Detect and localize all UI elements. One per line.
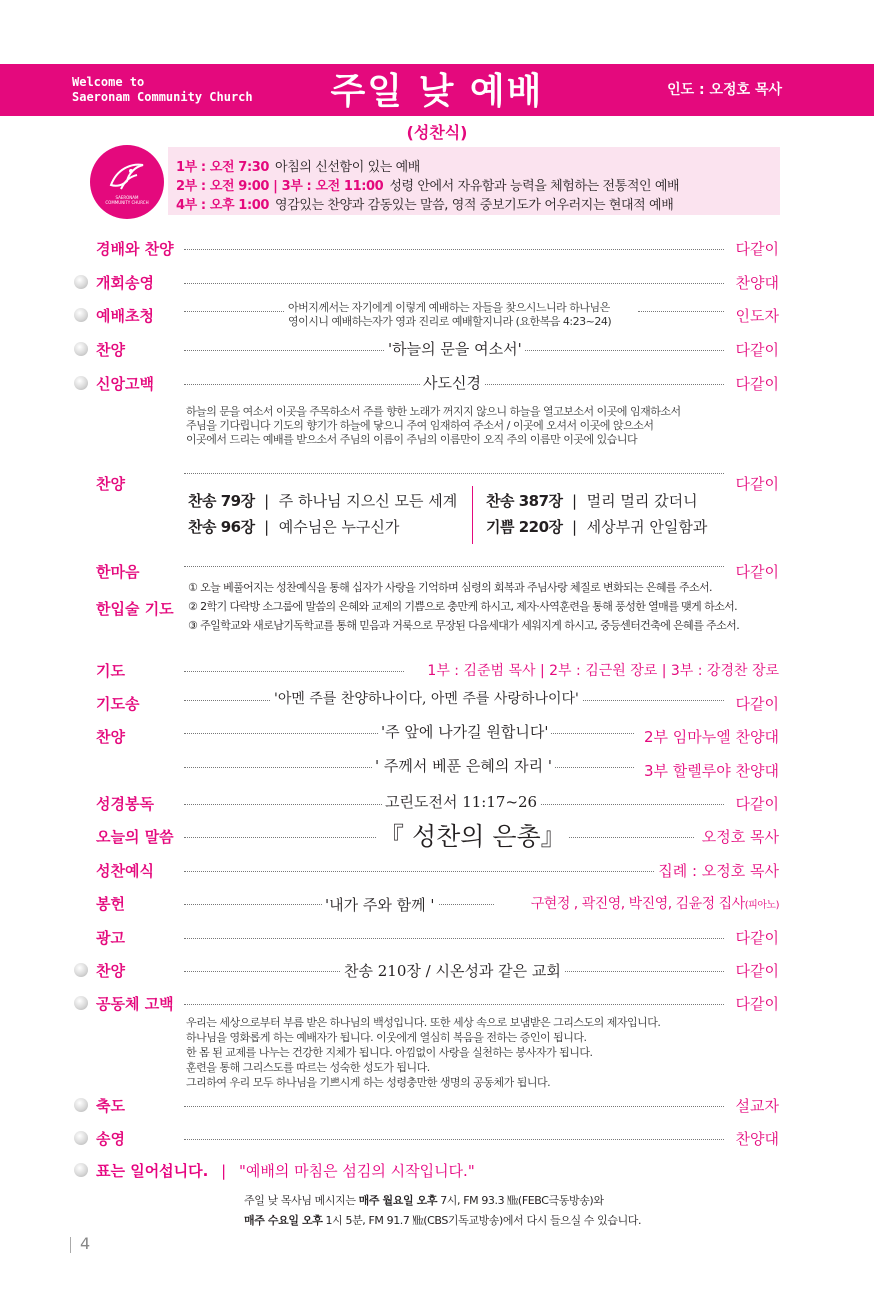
item-right-worship: 다같이 <box>735 240 779 258</box>
item-label-community-confession: 공동체 고백 <box>96 995 174 1013</box>
item-label-closing-song: 송영 <box>96 1130 125 1148</box>
footer-quote-text: "예배의 마침은 섬김의 시작입니다." <box>238 1162 475 1180</box>
item-right-benediction: 설교자 <box>735 1097 779 1115</box>
standing-bullet-icon <box>74 1098 88 1112</box>
footer-note <box>96 1160 475 1181</box>
schedule-line <box>176 156 420 175</box>
dotted-leader <box>184 1004 724 1005</box>
dotted-leader <box>184 249 724 250</box>
item-right-praise: 다같이 <box>735 341 779 359</box>
item-right-scripture: 다같이 <box>735 795 779 813</box>
dotted-leader <box>184 938 724 939</box>
welcome-line-2: Saeronam Community Church <box>72 90 253 104</box>
item-right-closing-song: 찬양대 <box>735 1130 779 1148</box>
standing-bullet-icon <box>74 376 88 390</box>
item-right-invitation: 인도자 <box>735 307 779 325</box>
offering-performers: 구현정 , 곽진영, 박진영, 김윤정 집사 <box>530 896 745 912</box>
creed-lyrics-1: 하늘의 문을 여소서 이곳을 주목하소서 주를 향한 노래가 꺼지지 않으니 하늘을 열고보소서 이곳에 임재하소서 <box>186 405 681 418</box>
sermon-title: 『 성찬의 은총』 <box>376 817 569 853</box>
broadcast-time: 매주 수요일 오후 <box>244 1214 323 1227</box>
item-label-worship: 경배와 찬양 <box>96 240 174 258</box>
item-label-sermon: 오늘의 말씀 <box>96 828 174 846</box>
broadcast-text: 주일 낮 목사님 메시지는 <box>244 1194 359 1207</box>
broadcast-text: 1시 5분, FM 91.7 ㎒(CBS기독교방송)에서 다시 들으실 수 있습니다. <box>322 1214 642 1227</box>
invitation-verse-1: 아버지께서는 자기에게 이렇게 예배하는 자들을 찾으시느니라 하나님은 <box>288 301 610 314</box>
dove-icon <box>107 159 147 193</box>
dotted-leader <box>184 671 404 672</box>
church-logo <box>90 145 164 219</box>
praise-2-song-title: 찬송 210장 / 시온성과 같은 교회 <box>341 960 564 981</box>
confession-line-1: 우리는 세상으로부터 부름 받은 하나님의 백성입니다. 또한 세상 속으로 보냄받은 그리스도의 제자입니다. <box>186 1016 661 1029</box>
standing-bullet-icon <box>74 1163 88 1177</box>
item-right-prayer: 1부 : 김준범 목사 | 2부 : 김근원 장로 | 3부 : 강경찬 장로 <box>427 663 779 679</box>
hymn-entry: 찬송 96장 | 예수님은 누구신가 <box>188 518 400 536</box>
item-right-announcements: 다같이 <box>735 929 779 947</box>
schedule-time: 4부 : 오후 1:00 <box>176 198 270 213</box>
scripture-reference: 고린도전서 11:17~26 <box>382 791 540 812</box>
item-label-prayer-song: 기도송 <box>96 695 140 713</box>
item-label-invitation: 예배초청 <box>96 307 154 325</box>
creed-lyrics-3: 이곳에서 드리는 예배를 받으소서 주님의 이름이 주님의 이름만이 오직 주의 이름만 이곳에 있습니다 <box>186 433 638 446</box>
item-right-one-heart: 다같이 <box>735 563 779 581</box>
item-right-communion: 집례 : 오정호 목사 <box>658 862 779 880</box>
schedule-line <box>176 175 679 194</box>
item-label-benediction: 축도 <box>96 1097 125 1115</box>
item-right-opening-song: 찬양대 <box>735 274 779 292</box>
item-right-prayer-song: 다같이 <box>735 695 779 713</box>
choir-song-title: ' 주께서 베푼 은혜의 자리 ' <box>372 755 555 776</box>
prayer-song-title: '아멘 주를 찬양하나이다, 아멘 주를 사랑하나이다' <box>271 688 582 708</box>
offering-instrument: (피아노) <box>744 900 779 911</box>
confession-line-5: 그리하여 우리 모두 하나님을 기쁘시게 하는 성령충만한 생명의 공동체가 됩니다. <box>186 1076 551 1089</box>
prayer-point-3: ③ 주일학교와 새로남기독학교를 통해 믿음과 거룩으로 무장된 다음세대가 세워지게 하시고, 중등센터건축에 은혜를 주소서. <box>188 619 740 632</box>
hymn-divider <box>472 486 473 544</box>
schedule-line <box>176 194 673 213</box>
standing-bullet-icon <box>74 275 88 289</box>
standing-bullet-icon <box>74 1131 88 1145</box>
item-label-creed: 신앙고백 <box>96 375 154 393</box>
schedule-desc: 영감있는 찬양과 감동있는 말씀, 영적 중보기도가 어우러지는 현대적 예배 <box>275 198 674 213</box>
item-label-opening-song: 개회송영 <box>96 274 154 292</box>
broadcast-info-2 <box>244 1212 641 1228</box>
hymn-entry: 기쁨 220장 | 세상부귀 안일함과 <box>486 518 708 536</box>
dotted-leader <box>184 566 724 567</box>
standing-bullet-icon <box>74 308 88 322</box>
service-subtitle: (성찬식) <box>406 123 468 142</box>
confession-line-4: 훈련을 통해 그리스도를 따르는 성숙한 성도가 됩니다. <box>186 1061 430 1074</box>
page-title: 주일 낮 예배 <box>330 70 544 112</box>
dotted-leader <box>638 311 724 312</box>
dotted-leader <box>184 473 724 474</box>
logo-text-line-1: SAERONAM <box>115 195 139 200</box>
prayer-point-1: ① 오늘 베풀어지는 성찬예식을 통해 십자가 사랑을 기억하며 심령의 회복과 주님사랑 체질로 변화되는 은혜를 주소서. <box>188 581 712 594</box>
hymn-title: 예수님은 누구신가 <box>278 518 400 536</box>
broadcast-time: 매주 월요일 오후 <box>358 1194 438 1207</box>
item-right-hymns: 다같이 <box>735 475 779 493</box>
welcome-line-1: Welcome to <box>72 75 145 89</box>
broadcast-text: 7시, FM 93.3 ㎒(FEBC극동방송)와 <box>437 1194 604 1207</box>
standing-note: 표는 일어섭니다. <box>96 1162 209 1180</box>
hymn-number: 찬송 387장 <box>486 492 563 510</box>
item-label-offering: 봉헌 <box>96 895 125 913</box>
schedule-time: 2부 : 오전 9:00 | 3부 : 오전 11:00 <box>176 179 384 194</box>
confession-line-3: 한 몸 된 교제를 나누는 건강한 지체가 됩니다. 아낌없이 사랑을 실천하는 봉사자가 됩니다. <box>186 1046 593 1059</box>
dotted-leader <box>184 871 654 872</box>
hymn-number: 기쁨 220장 <box>486 518 563 536</box>
service-leader: 인도 : 오정호 목사 <box>667 82 782 98</box>
item-right-choir-2: 3부 할렐루야 찬양대 <box>643 762 779 780</box>
invitation-verse-2: 영이시니 예배하는자가 영과 진리로 예배할지니라 (요한복음 4:23~24) <box>288 315 612 328</box>
confession-line-2: 하나님을 영화롭게 하는 예배자가 됩니다. 이웃에게 열심히 복음을 전하는 증인이 됩니다. <box>186 1031 587 1044</box>
logo-text <box>105 195 148 205</box>
dotted-leader <box>184 1139 724 1140</box>
hymn-title: 세상부귀 안일함과 <box>586 518 708 536</box>
page-number-bar <box>70 1237 71 1253</box>
item-label-choir: 찬양 <box>96 728 125 746</box>
item-label-praise-2: 찬양 <box>96 962 125 980</box>
dotted-leader <box>184 311 284 312</box>
schedule-time: 1부 : 오전 7:30 <box>176 160 270 175</box>
prayer-point-2: ② 2학기 다락방 소그룹에 말씀의 은혜와 교제의 기쁨으로 충만케 하시고, 제자·사역훈련을 통해 풍성한 열매를 맺게 하소서. <box>188 600 738 613</box>
broadcast-info-1 <box>244 1192 604 1208</box>
hymn-title: 주 하나님 지으신 모든 세계 <box>278 492 458 510</box>
item-label-one-heart: 한마음 <box>96 563 140 581</box>
item-label-scripture: 성경봉독 <box>96 795 154 813</box>
item-label-praise: 찬양 <box>96 341 125 359</box>
item-right-choir-1: 2부 임마누엘 찬양대 <box>643 728 779 746</box>
logo-text-line-2: COMMUNITY CHURCH <box>105 200 149 205</box>
hymn-entry: 찬송 387장 | 멀리 멀리 갔더니 <box>486 492 698 510</box>
hymn-title: 멀리 멀리 갔더니 <box>586 492 698 510</box>
standing-bullet-icon <box>74 963 88 977</box>
hymn-number: 찬송 96장 <box>188 518 255 536</box>
schedule-desc: 성령 안에서 자유함과 능력을 체험하는 전통적인 예배 <box>389 179 680 194</box>
offering-song-title: '내가 주와 함께 ' <box>322 894 438 915</box>
hymn-entry: 찬송 79장 | 주 하나님 지으신 모든 세계 <box>188 492 458 510</box>
standing-bullet-icon <box>74 342 88 356</box>
item-label-announcements: 광고 <box>96 929 125 947</box>
item-label-one-voice-prayer: 한입술 기도 <box>96 600 174 618</box>
item-right-creed: 다같이 <box>735 375 779 393</box>
footer-divider: | <box>221 1162 227 1180</box>
dotted-leader <box>184 1106 724 1107</box>
item-right-praise-2: 다같이 <box>735 962 779 980</box>
item-label-hymns: 찬양 <box>96 475 125 493</box>
item-label-prayer: 기도 <box>96 662 125 680</box>
praise-song-title: '하늘의 문을 여소서' <box>385 338 525 359</box>
creed-title: 사도신경 <box>420 372 484 393</box>
item-right-offering <box>531 893 779 913</box>
item-right-sermon: 오정호 목사 <box>701 828 779 846</box>
choir-song-title: '주 앞에 나가길 원합니다' <box>378 721 551 742</box>
creed-lyrics-2: 주님을 기다립니다 기도의 향기가 하늘에 닿으니 주여 임재하여 주소서 / 이곳에 오셔서 이곳에 앉으소서 <box>186 419 654 432</box>
item-right-community-confession: 다같이 <box>735 995 779 1013</box>
standing-bullet-icon <box>74 996 88 1010</box>
item-label-communion: 성찬예식 <box>96 862 154 880</box>
schedule-desc: 아침의 신선함이 있는 예배 <box>275 160 420 175</box>
dotted-leader <box>184 283 724 284</box>
hymn-number: 찬송 79장 <box>188 492 255 510</box>
page-number: 4 <box>80 1234 91 1253</box>
